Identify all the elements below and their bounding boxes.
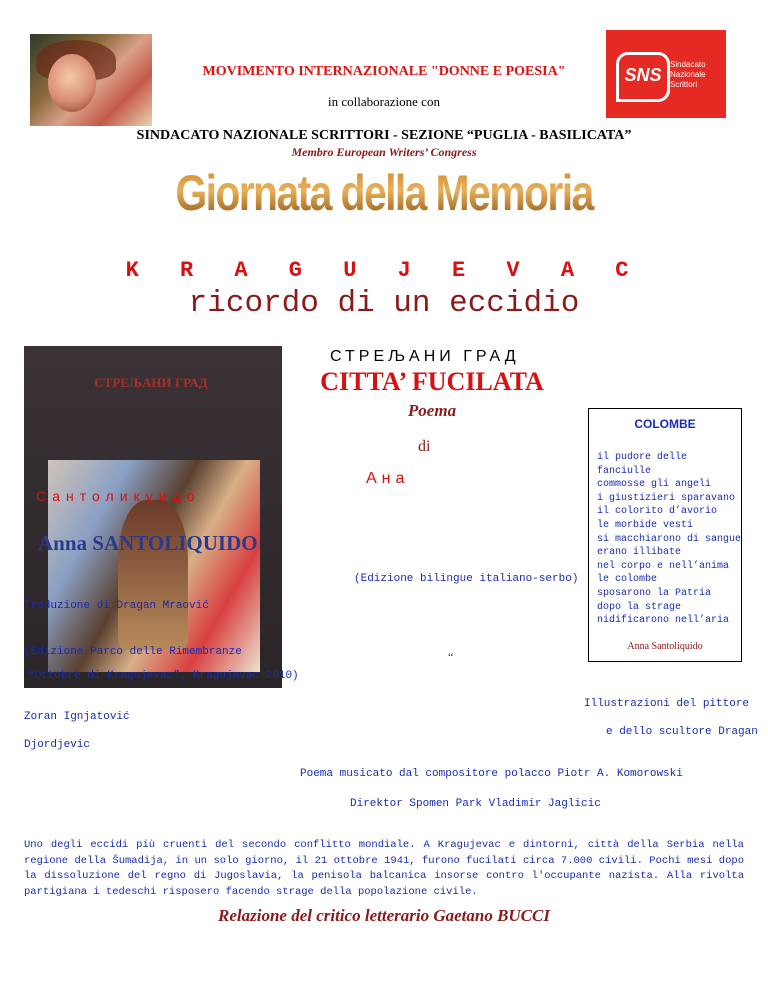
body-paragraph: Uno degli eccidi più cruenti del secondo conflitto mondiale. A Kragujevac e dintorni, città della Serbia nella regione della Šumadija, in un solo giorno, il 21 ottobre 1941, furono fucilati circa 7.000 civili. Pochi mesi dopo la dissoluzione del regno di Jugoslavia, la penisola balcanica insorse contro l'occupante nazista. Alla rivolta partigiana i tedeschi risposero facendo strage della popolazione civile. bbox=[24, 839, 744, 898]
publisher-note-2: “Ottobre di Kragujevac”, Kragujevac 2010) bbox=[28, 670, 299, 682]
sculptor-credit: e dello scultore Dragan bbox=[606, 726, 758, 738]
genre-label: Poema bbox=[407, 401, 457, 420]
di-label: di bbox=[418, 438, 431, 455]
publisher-note: (Edizione Parco delle Rimembranze bbox=[24, 646, 242, 658]
poem-author: Anna Santoliquido bbox=[627, 641, 703, 652]
poem-line: dopo la strage bbox=[597, 601, 682, 613]
translation-credit: Traduzione di Dragan Mraović bbox=[24, 600, 209, 612]
poem-line: fanciulle bbox=[597, 465, 652, 477]
poem-line: nidificarono nell’aria bbox=[597, 615, 730, 627]
sns-logo-line: Scrittori bbox=[670, 80, 698, 89]
artwork-figure bbox=[118, 500, 188, 650]
sindacato-title: SINDACATO NAZIONALE SCRITTORI - SEZIONE “PUGLIA - BASILICATA” bbox=[136, 128, 632, 143]
sns-logo-mark: SNS bbox=[616, 52, 670, 102]
footer-heading: Relazione del critico letterario Gaetano BUCCI bbox=[218, 906, 550, 925]
illustrator-name: Zoran Ignjatović bbox=[24, 711, 130, 723]
poem-line: il colorito d’avorio bbox=[597, 506, 718, 518]
sns-logo-line: Sindacato bbox=[670, 60, 706, 69]
poem-line: sposarono la Patria bbox=[597, 587, 712, 599]
illustrations-credit: Illustrazioni del pittore bbox=[584, 698, 750, 710]
membro-subtitle: Membro European Writers’ Congress bbox=[291, 145, 477, 159]
sns-logo-line: Nazionale bbox=[670, 70, 706, 79]
poem-line: si macchiarono di sangue bbox=[597, 533, 742, 545]
poem-line: commosse gli angeli bbox=[597, 479, 712, 491]
poem-line: erano illibate bbox=[597, 547, 682, 559]
poem-line: le morbide vesti bbox=[597, 519, 694, 531]
collab-text: in collaborazione con bbox=[328, 94, 440, 109]
poem-box bbox=[588, 408, 742, 662]
music-credit: Poema musicato dal compositore polacco Piotr A. Komorowski bbox=[300, 768, 683, 780]
book-cover-image bbox=[24, 346, 282, 688]
poem-title: COLOMBE bbox=[634, 417, 696, 431]
place-heading: K R A G U J E V A C bbox=[125, 258, 643, 283]
poem-line: nel corpo e nell’anima bbox=[597, 560, 730, 572]
donne-e-poesia-logo bbox=[30, 34, 152, 126]
poem-lines bbox=[597, 451, 743, 628]
poem-line: le colombe bbox=[597, 574, 658, 586]
author-name: Anna SANTOLIQUIDO bbox=[38, 531, 258, 555]
poem-line: i giustizieri sparavano bbox=[597, 492, 736, 504]
direktor-credit: Direktor Spomen Park Vladimir Jaglicic bbox=[350, 798, 601, 810]
edition-note: (Edizione bilingue italiano-serbo) bbox=[354, 573, 579, 585]
author-cyrillic-firstname: Ана bbox=[366, 470, 410, 487]
sculptor-name: Djordjevic bbox=[24, 739, 91, 751]
book-cover-title: СТРЕЉАНИ ГРАД bbox=[94, 375, 208, 390]
quote-mark: “ bbox=[448, 650, 454, 664]
poem-line: il pudore delle bbox=[597, 452, 688, 463]
subtitle-heading: ricordo di un eccidio bbox=[188, 286, 580, 321]
italian-title: CITTA’ FUCILATA bbox=[320, 367, 544, 396]
giornata-banner: Giornata della Memoria bbox=[69, 164, 699, 222]
serbian-title: СТРЕЉАНИ ГРАД bbox=[330, 348, 520, 365]
org-title: MOVIMENTO INTERNAZIONALE "DONNE E POESIA" bbox=[202, 64, 566, 79]
author-cyrillic-surname: Сантоликуидо bbox=[36, 488, 201, 504]
